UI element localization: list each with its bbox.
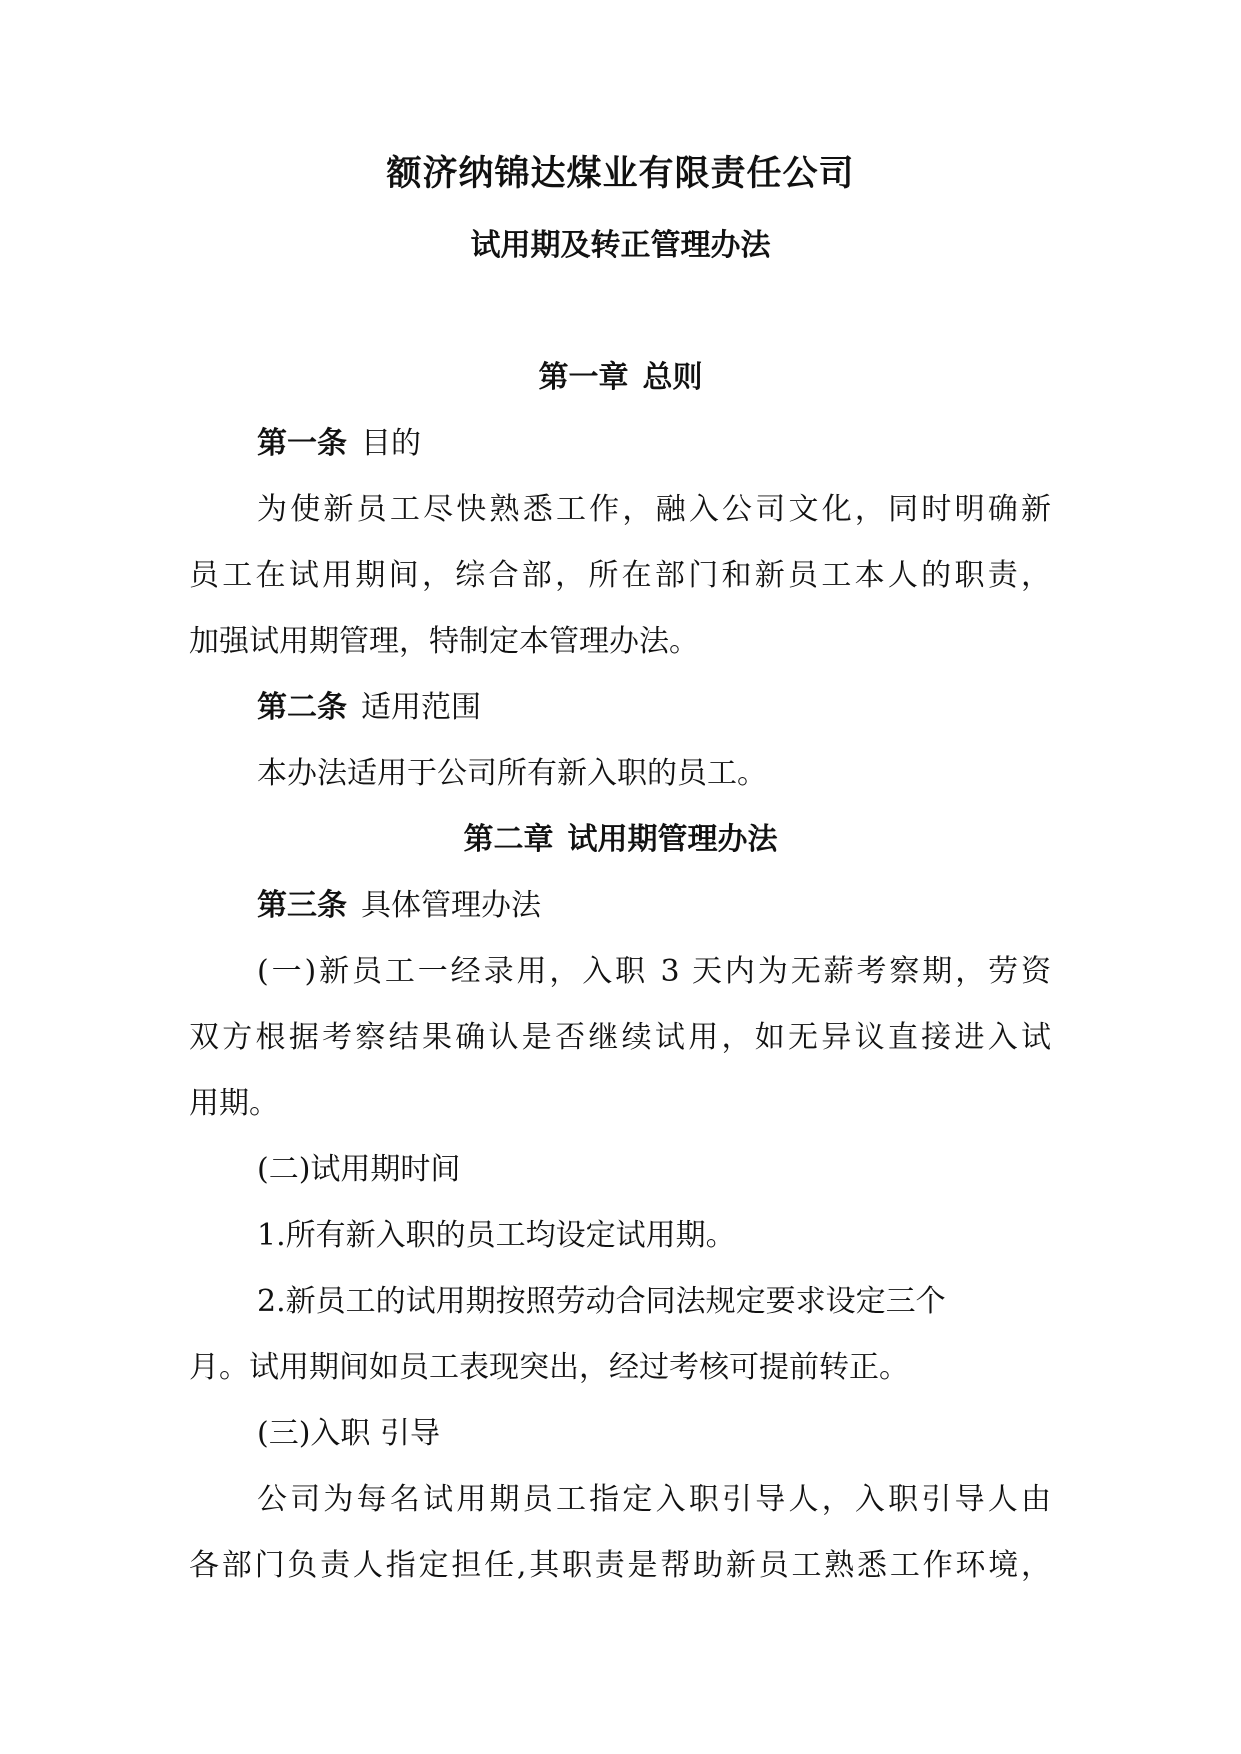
paragraph-line: (一)新员工一经录用，入职 3 天内为无薪考察期，劳资 — [257, 954, 1051, 989]
item-heading: (三)入职 引导 — [257, 1416, 440, 1451]
company-title: 额济纳锦达煤业有限责任公司 — [386, 153, 855, 194]
paragraph-line: 2.新员工的试用期按照劳动合同法规定要求设定三个 — [257, 1284, 946, 1319]
chapter-title: 总则 — [642, 360, 703, 395]
chapter-label: 第二章 — [463, 822, 554, 857]
paragraph-line: 月。试用期间如员工表现突出，经过考核可提前转正。 — [189, 1350, 909, 1385]
chapter-heading-2 — [0, 820, 1241, 860]
article-title: 适用范围 — [361, 690, 481, 725]
chapter-label: 第一章 — [538, 360, 629, 395]
chapter-heading-1 — [0, 358, 1241, 398]
article-heading-1 — [257, 424, 421, 464]
paragraph-line: 用期。 — [189, 1086, 279, 1121]
article-label: 第二条 — [257, 690, 347, 725]
paragraph-line: 公司为每名试用期员工指定入职引导人，入职引导人由 — [257, 1482, 1051, 1517]
article-label: 第一条 — [257, 426, 347, 461]
chapter-title: 试用期管理办法 — [567, 822, 778, 857]
item-heading: (二)试用期时间 — [257, 1152, 461, 1187]
paragraph-line: 本办法适用于公司所有新入职的员工。 — [257, 756, 767, 791]
paragraph-line: 员工在试用期间，综合部，所在部门和新员工本人的职责， — [189, 558, 1051, 593]
paragraph-line: 各部门负责人指定担任,其职责是帮助新员工熟悉工作环境， — [189, 1548, 1051, 1583]
paragraph-line: 加强试用期管理，特制定本管理办法。 — [189, 624, 699, 659]
article-label: 第三条 — [257, 888, 347, 923]
article-heading-2 — [257, 688, 481, 728]
paragraph-line: 为使新员工尽快熟悉工作，融入公司文化，同时明确新 — [257, 492, 1051, 527]
paragraph-line: 双方根据考察结果确认是否继续试用，如无异议直接进入试 — [189, 1020, 1051, 1055]
article-title: 具体管理办法 — [361, 888, 541, 923]
document-title: 试用期及转正管理办法 — [470, 228, 771, 263]
paragraph-line: 1.所有新入职的员工均设定试用期。 — [257, 1218, 736, 1253]
article-heading-3 — [257, 886, 541, 926]
article-title: 目的 — [361, 426, 421, 461]
